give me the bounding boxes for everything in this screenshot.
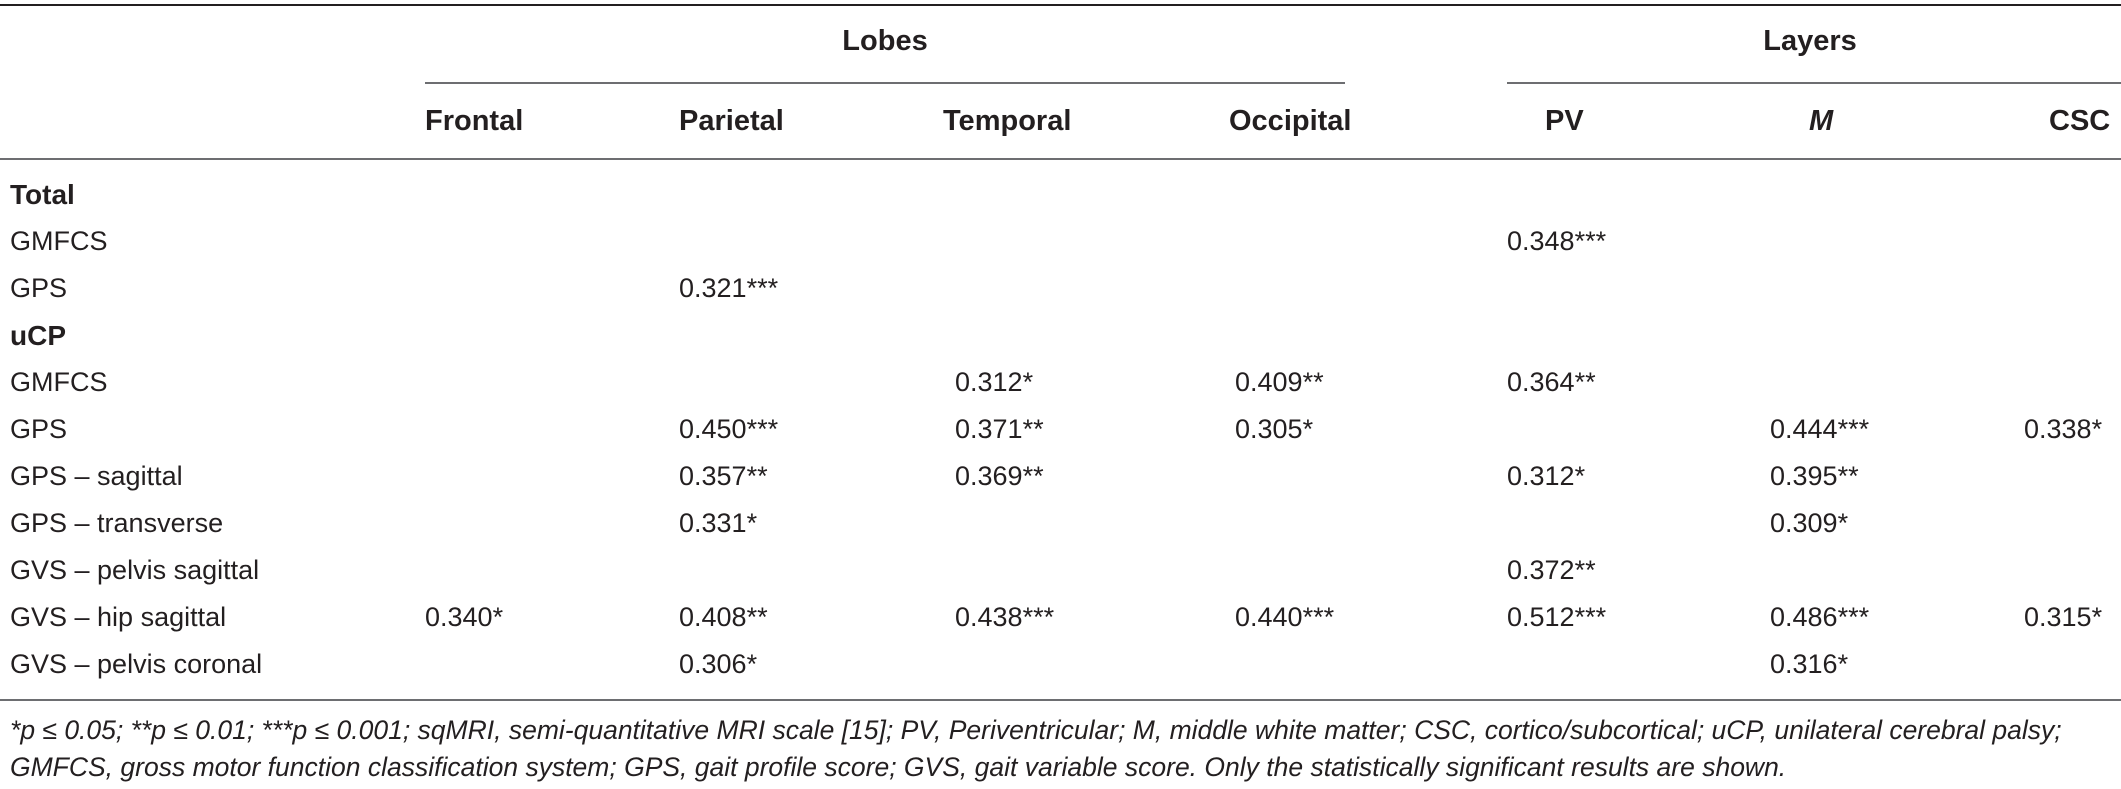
- header-bottom-rule: [0, 158, 2121, 160]
- cell-m: 0.395**: [1770, 461, 1859, 491]
- row-label: GPS: [10, 414, 68, 444]
- table-footnote: *p ≤ 0.05; **p ≤ 0.01; ***p ≤ 0.001; sqMRI, semi-quantitative MRI scale [15]; PV, Periventricular; M, middle white matter; CSC, cortico/subcortical; uCP, unilateral cerebral palsy; GMFCS, gross motor function classification system; GPS, gait profile score; GVS, gait variable score. Only the statistically significant results are shown.: [10, 715, 2062, 782]
- group-header-layers: Layers: [1763, 25, 1857, 57]
- cell-parietal: 0.357**: [679, 461, 768, 491]
- cell-parietal: 0.306*: [679, 649, 758, 679]
- row-label-section-ucp: uCP: [10, 320, 66, 351]
- cell-m: 0.444***: [1770, 414, 1870, 444]
- column-header-temporal: Temporal: [943, 105, 1072, 137]
- cell-csc: 0.315*: [2024, 602, 2103, 632]
- cell-parietal: 0.321***: [679, 273, 779, 303]
- table-row: [0, 218, 2121, 265]
- cell-m: 0.316*: [1770, 649, 1849, 679]
- cell-m: 0.486***: [1770, 602, 1870, 632]
- cell-csc: 0.338*: [2024, 414, 2103, 444]
- row-label: GVS – hip sagittal: [10, 602, 227, 632]
- row-label: GMFCS: [10, 367, 108, 397]
- table-row: [0, 594, 2121, 641]
- column-header-frontal: Frontal: [425, 105, 524, 137]
- lobes-group-rule: [425, 82, 1345, 84]
- column-header-parietal: Parietal: [679, 105, 784, 137]
- cell-pv: 0.312*: [1507, 461, 1586, 491]
- cell-m: 0.309*: [1770, 508, 1849, 538]
- table-row: [0, 406, 2121, 453]
- table-row: [0, 265, 2121, 312]
- table-row: [0, 547, 2121, 594]
- cell-occipital: 0.305*: [1235, 414, 1314, 444]
- table-top-rule: [0, 4, 2121, 6]
- cell-pv: 0.348***: [1507, 226, 1607, 256]
- cell-occipital: 0.409**: [1235, 367, 1324, 397]
- row-label: GPS: [10, 273, 68, 303]
- table-bottom-rule: [0, 699, 2121, 701]
- row-label: GVS – pelvis sagittal: [10, 555, 260, 585]
- cell-temporal: 0.312*: [955, 367, 1034, 397]
- cell-pv: 0.512***: [1507, 602, 1607, 632]
- row-label: GPS – sagittal: [10, 461, 183, 491]
- cell-frontal: 0.340*: [425, 602, 504, 632]
- cell-parietal: 0.450***: [679, 414, 779, 444]
- column-header-occipital: Occipital: [1229, 105, 1352, 137]
- table-row: [0, 171, 2121, 218]
- table-row: [0, 359, 2121, 406]
- cell-occipital: 0.440***: [1235, 602, 1335, 632]
- column-header-csc: CSC: [2049, 105, 2111, 137]
- table-row: [0, 500, 2121, 547]
- layers-group-rule: [1507, 82, 2121, 84]
- cell-temporal: 0.371**: [955, 414, 1044, 444]
- cell-parietal: 0.408**: [679, 602, 768, 632]
- cell-pv: 0.372**: [1507, 555, 1596, 585]
- column-header-m: M: [1809, 105, 1834, 137]
- cell-temporal: 0.369**: [955, 461, 1044, 491]
- row-label: GVS – pelvis coronal: [10, 649, 263, 679]
- table-row: [0, 453, 2121, 500]
- row-label: GMFCS: [10, 226, 108, 256]
- cell-parietal: 0.331*: [679, 508, 758, 538]
- cell-temporal: 0.438***: [955, 602, 1055, 632]
- group-header-lobes: Lobes: [842, 25, 928, 57]
- row-label-section-total: Total: [10, 179, 75, 210]
- row-label: GPS – transverse: [10, 508, 224, 538]
- table-row: [0, 312, 2121, 359]
- cell-pv: 0.364**: [1507, 367, 1596, 397]
- table-row: [0, 641, 2121, 688]
- column-header-pv: PV: [1545, 105, 1584, 137]
